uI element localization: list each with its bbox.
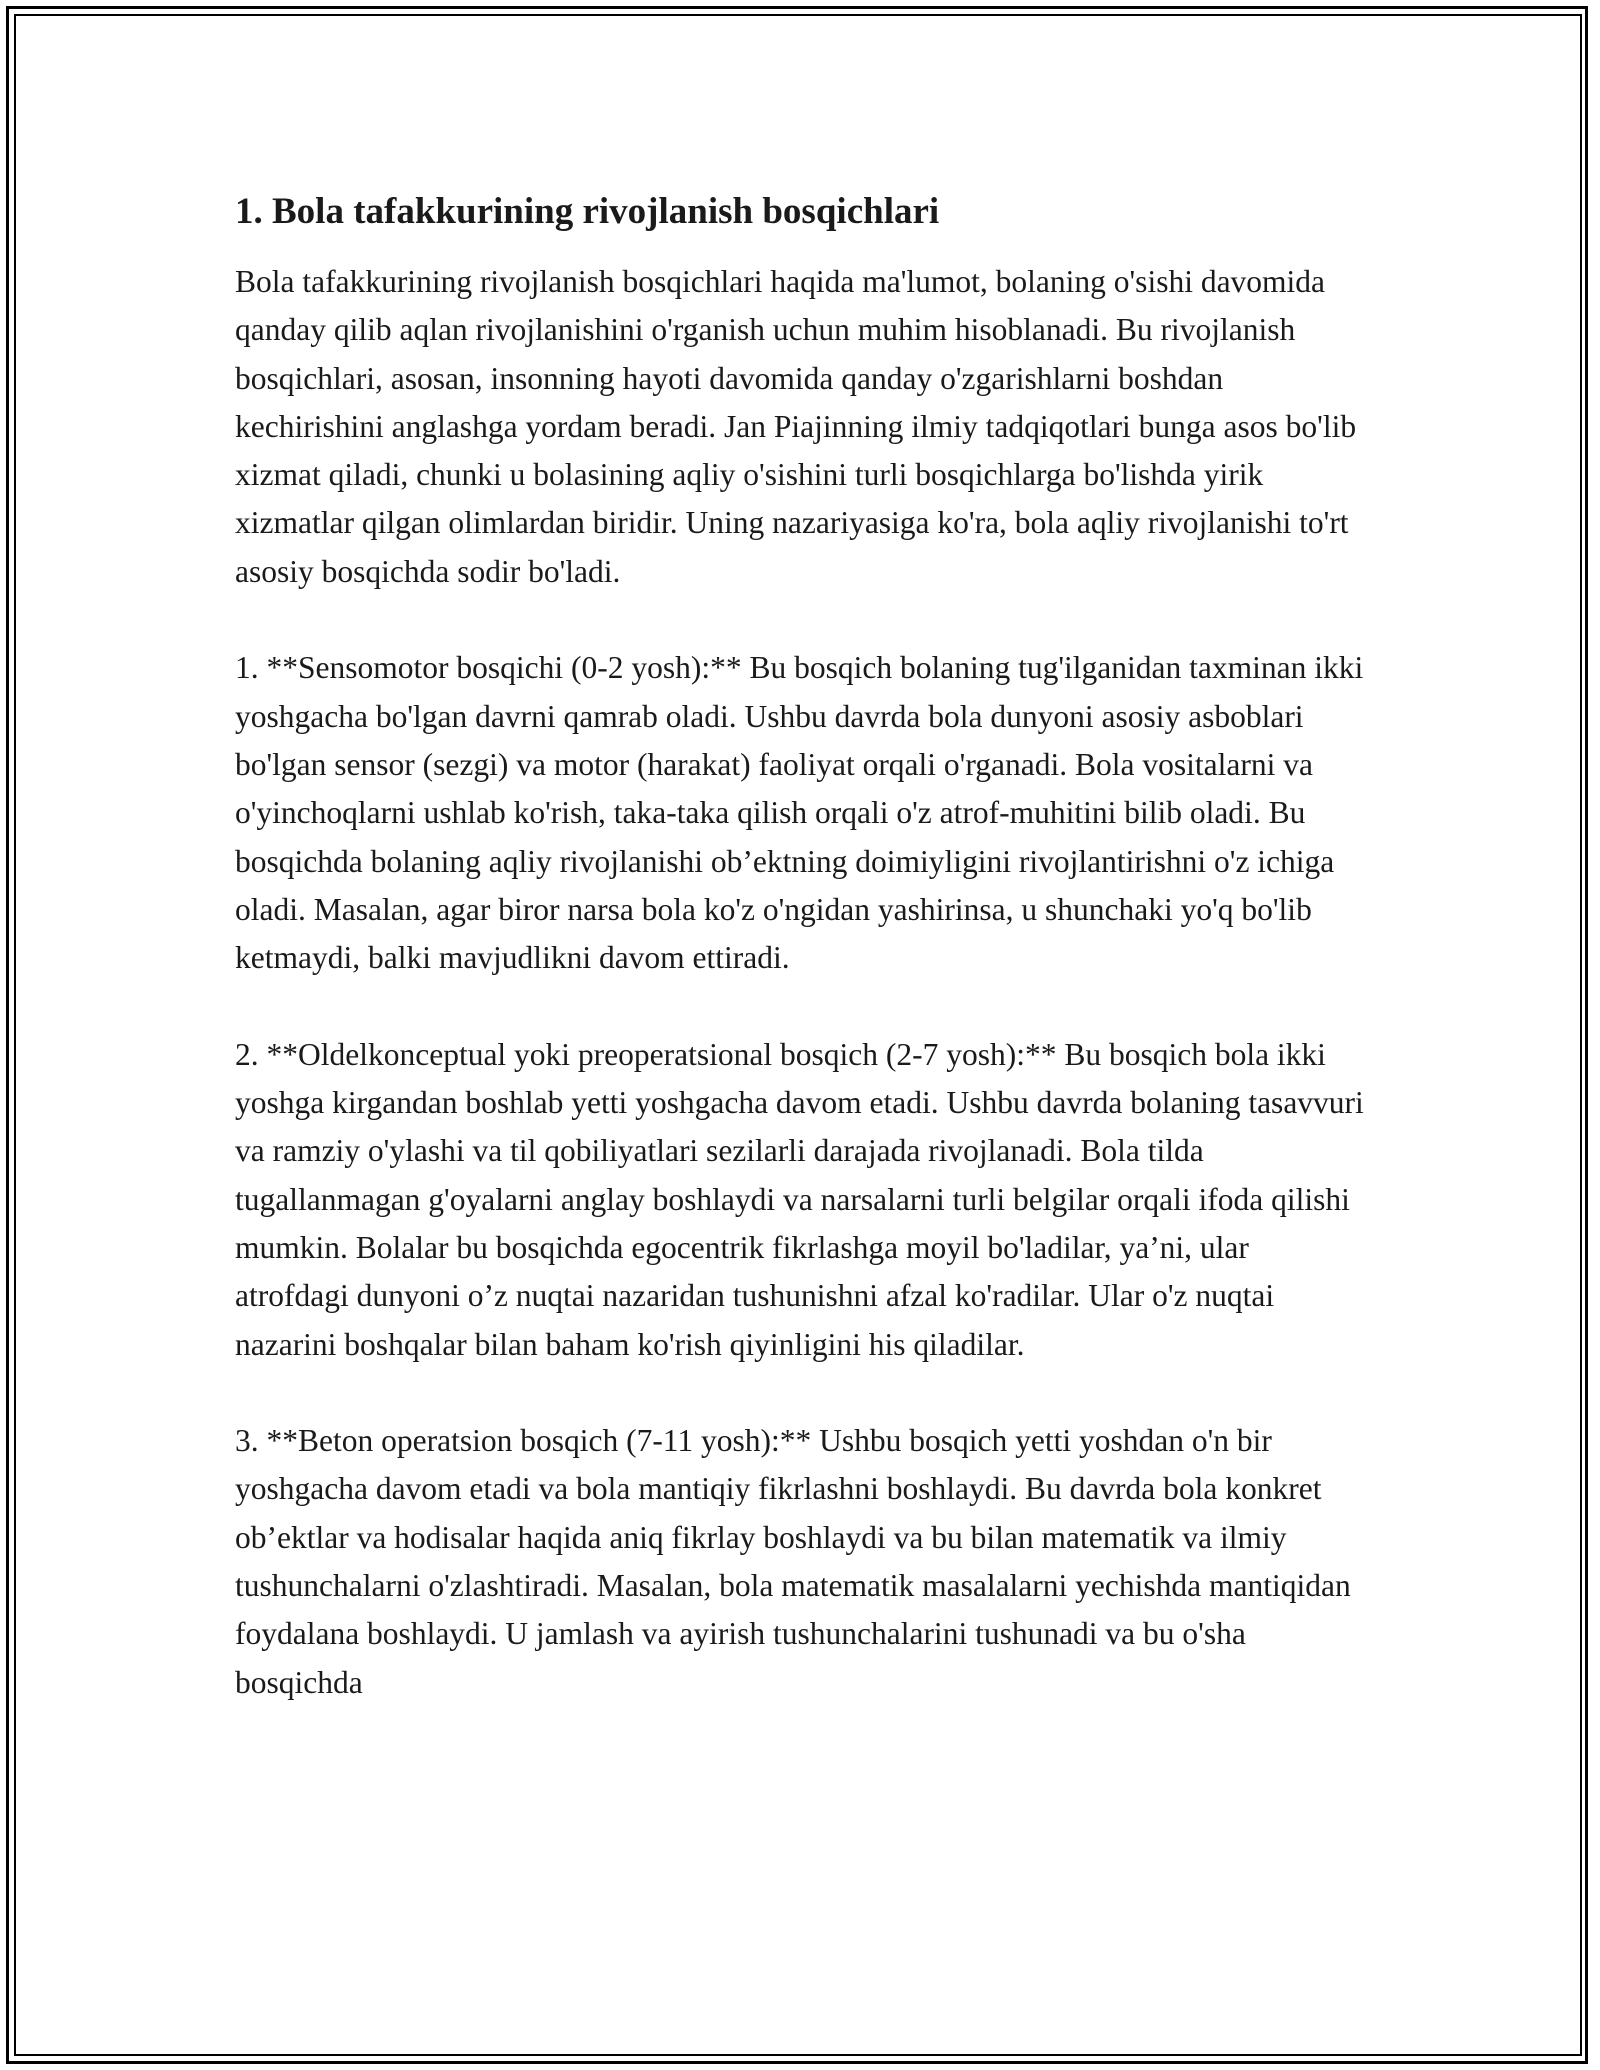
stage-1-paragraph: 1. **Sensomotor bosqichi (0-2 yosh):** Bu bosqich bolaning tug'ilganidan taxminan ikki yoshgacha bo'lgan davrni qamrab oladi. Ushbu davrda bola dunyoni asosiy asboblari bo'lgan sensor (sezgi) va motor (harakat) faoliyat orqali o'rganadi. Bola vositalarni va o'yinchoqlarni ushlab ko'rish, taka-taka qilish orqali o'z atrof-muhitini bilib oladi. Bu bosqichda bolaning aqliy rivojlanishi ob’ektning doimiyligini rivojlantirishni o'z ichiga oladi. Masalan, agar biror narsa bola ko'z o'ngidan yashirinsa, u shunchaki yo'q bo'lib ketmaydi, balki mavjudlikni davom ettiradi.	[235, 650, 1364, 976]
stage-2-paragraph: 2. **Oldelkonceptual yoki preoperatsional bosqich (2-7 yosh):** Bu bosqich bola ikki yoshga kirgandan boshlab yetti yoshgacha davom etadi. Ushbu davrda bolaning tasavvuri va ramziy o'ylashi va til qobiliyatlari sezilarli darajada rivojlanadi. Bola tilda tugallanmagan g'oyalarni anglay boshlaydi va narsalarni turli belgilar orqali ifoda qilishi mumkin. Bolalar bu bosqichda egocentrik fikrlashga moyil bo'ladilar, ya’ni, ular atrofdagi dunyoni o’z nuqtai nazaridan tushunishni afzal ko'radilar. Ular o'z nuqtai nazarini boshqalar bilan baham ko'rish qiyinligini his qiladilar.	[235, 1036, 1364, 1362]
document-body	[235, 188, 1370, 1707]
stage-3-paragraph: 3. **Beton operatsion bosqich (7-11 yosh):** Ushbu bosqich yetti yoshdan o'n bir yoshgacha davom etadi va bola mantiqiy fikrlashni boshlaydi. Bu davrda bola konkret ob’ektlar va hodisalar haqida aniq fikrlay boshlaydi va bu bilan matematik va ilmiy tushunchalarni o'zlashtiradi. Masalan, bola matematik masalalarni yechishda mantiqidan foydalana boshlaydi. U jamlash va ayirish tushunchalarini tushunadi va bu o'sha bosqichda	[235, 1423, 1351, 1700]
intro-paragraph: Bola tafakkurining rivojlanish bosqichlari haqida ma'lumot, bolaning o'sishi davomida qanday qilib aqlan rivojlanishini o'rganish uchun muhim hisoblanadi. Bu rivojlanish bosqichlari, asosan, insonning hayoti davomida qanday o'zgarishlarni boshdan kechirishini anglashga yordam beradi. Jan Piajinning ilmiy tadqiqotlari bunga asos bo'lib xizmat qiladi, chunki u bolasining aqliy o'sishini turli bosqichlarga bo'lishda yirik xizmatlar qilgan olimlardan biridir. Uning nazariyasiga ko'ra, bola aqliy rivojlanishi to'rt asosiy bosqichda sodir bo'ladi.	[235, 264, 1357, 589]
section-heading: 1. Bola tafakkurining rivojlanish bosqichlari	[235, 191, 940, 232]
